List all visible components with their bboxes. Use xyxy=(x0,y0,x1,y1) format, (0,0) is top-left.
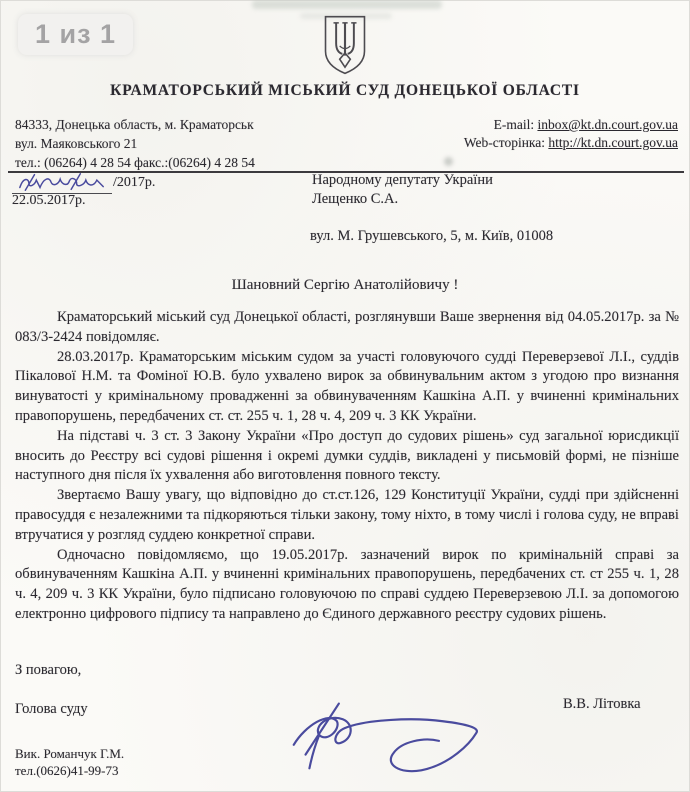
email-address: inbox@kt.dn.court.gov.ua xyxy=(537,117,678,132)
handwritten-number-scribble xyxy=(12,171,112,194)
body-paragraph: На підставі ч. 3 ст. 3 Закону України «Про доступ до судових рішень» суд загальної юрисдикції вносить до Реєстру всі судові рішення і окремі думки суддів, викладені у письмовій формі, не пізніше наступного дня після їх ухвалення або виготовлення повного тексту. xyxy=(15,427,679,484)
letter-date: 22.05.2017р. xyxy=(12,193,86,208)
reference-block xyxy=(12,168,155,209)
body-paragraph: Краматорський міський суд Донецької області, розглянувши Ваше звернення від 04.05.2017р. за № 083/3-2424 повідомляє. xyxy=(15,309,679,345)
court-name-heading: КРАМАТОРСЬКИЙ МІСЬКИЙ СУД ДОНЕЦЬКОЇ ОБЛАСТІ xyxy=(110,82,580,99)
executor-name: Вик. Романчук Г.М. xyxy=(15,746,125,761)
recipient-block xyxy=(312,171,493,209)
handwritten-signature xyxy=(276,682,492,786)
address-line: 84333, Донецька область, м. Краматорськ xyxy=(15,117,254,132)
recipient-name: Лещенко С.А. xyxy=(312,191,399,207)
email-line xyxy=(464,116,678,134)
executor-phone: тел.(0626)41-99-73 xyxy=(15,763,119,778)
outgoing-number-line xyxy=(12,168,155,191)
body-paragraph: 28.03.2017р. Краматорським міським судом за участі головуючого судді Переверзевої Л.І., суддів Пікалової Н.М. та Фоміної Ю.В. було ухвалено вирок за обвинувальним актом з угодою про визнання винуватості у кримінальному провадженні за обвинуваченням Кашкіна А.П. у вчиненні кримінальних правопорушень, передбачених ст. ст. 255 ч. 1, 28 ч. 4, 209 ч. 3 КК України. xyxy=(15,348,679,424)
salutation: Шановний Сергію Анатолійовичу ! xyxy=(231,277,459,293)
address-line: вул. Маяковського 21 xyxy=(15,136,138,151)
court-online-block xyxy=(464,116,678,173)
signer-position: Голова суду xyxy=(15,701,88,717)
closing-regards: З повагою, xyxy=(15,662,82,678)
outgoing-number-year: /2017р. xyxy=(113,175,156,190)
executor-block xyxy=(15,745,124,779)
court-address-block xyxy=(15,116,255,173)
letter-body xyxy=(15,308,679,625)
recipient-title: Народному депутату України xyxy=(312,172,493,188)
letterhead-contacts xyxy=(15,116,678,173)
recipient-address: вул. М. Грушевського, 5, м. Київ, 01008 xyxy=(310,228,554,244)
ukraine-trident-emblem-icon xyxy=(318,14,372,76)
web-line xyxy=(464,134,678,152)
web-address: http://kt.dn.court.gov.ua xyxy=(548,135,678,150)
body-paragraph: Одночасно повідомляємо, що 19.05.2017р. зазначений вирок по кримінальній справі за обвинуваченням Кашкіна А.П. у вчиненні кримінальних правопорушень, передбачених ст. ст 255 ч. 1, 28 ч. 4, 209 ч. 3 КК України, було підписано головуючою по справі суддею Переверзевою Л.І. за допомогою електронно цифрового підпису та направлено до Єдиного державного реєстру судових рішень. xyxy=(15,546,679,622)
body-paragraph: Звертаємо Вашу увагу, що відповідно до ст.ст.126, 129 Конституції України, судді при здійсненні правосуддя є незалежними та підкоряються тільки закону, тому ніхто, в тому числі і голова суду, не вправі втручатися у розгляд суддею конкретної справи. xyxy=(15,487,679,543)
bleed-through-smudge xyxy=(252,0,442,9)
phone-fax-line: тел.: (06264) 4 28 54 факс.:(06264) 4 28 54 xyxy=(15,155,255,170)
email-label: E-mail: xyxy=(493,117,538,132)
web-label: Web-сторінка: xyxy=(463,135,549,150)
signer-name: В.В. Літовка xyxy=(563,696,641,712)
page-counter-badge: 1 из 1 xyxy=(18,14,133,55)
